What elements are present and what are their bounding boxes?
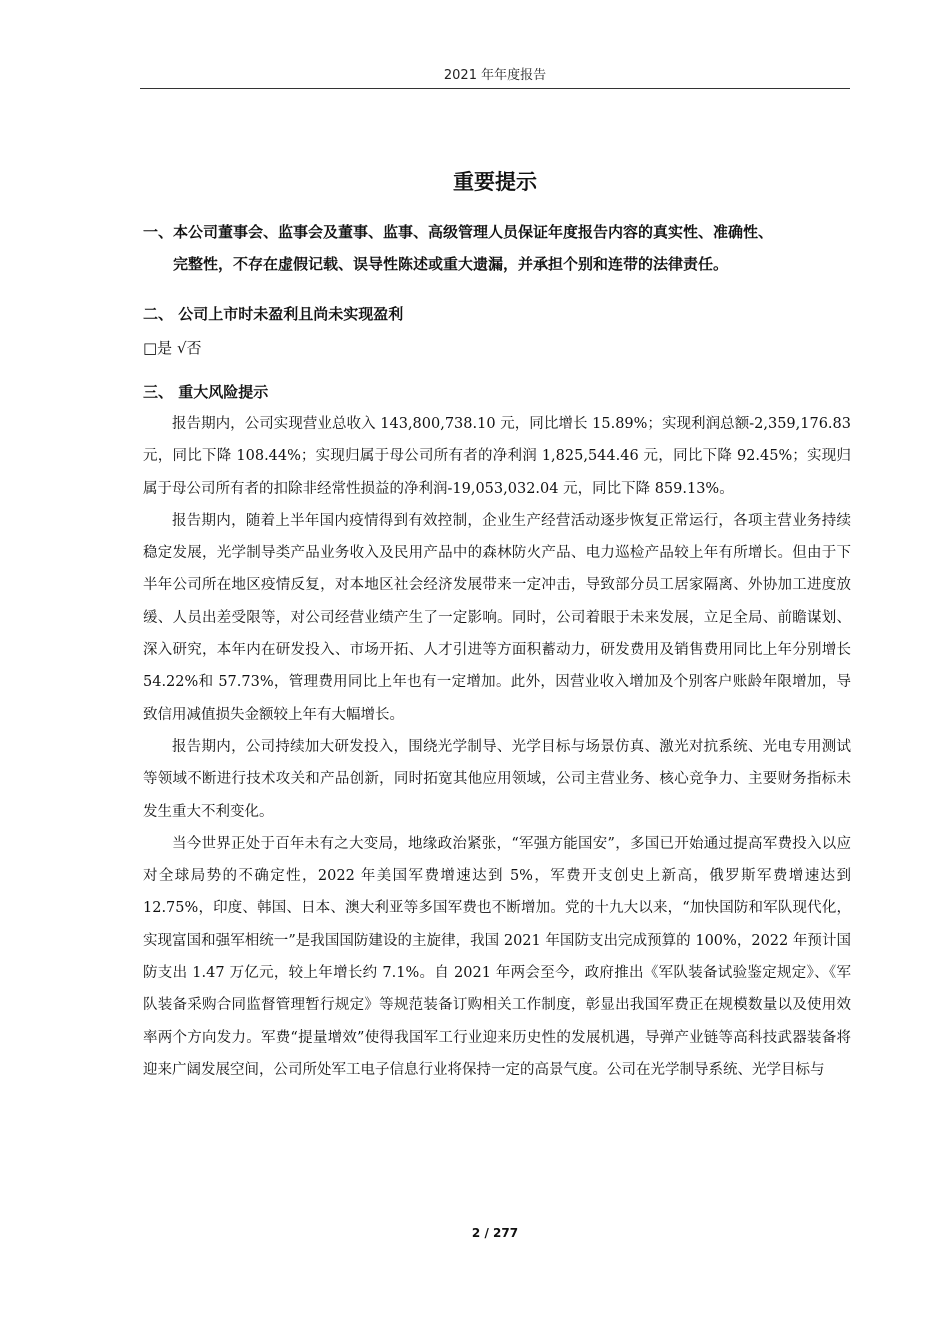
paragraph: 报告期内，随着上半年国内疫情得到有效控制，企业生产经营活动逐步恢复正常运行，各项主营业务持续稳定发展，光学制导类产品业务收入及民用产品中的森林防火产品、电力巡检产品较上年有所增长。但由于下半年公司所在地区疫情反复，对本地区社会经济发展带来一定冲击，导致部分员工居家隔离、外协加工进度放缓、人员出差受限等，对公司经营业绩产生了一定影响。同时，公司着眼于未来发展，立足全局、前瞻谋划、深入研究，本年内在研发投入、市场开拓、人才引进等方面积蓄动力，研发费用及销售费用同比上年分别增长 54.22%和 57.73%，管理费用同比上年也有一定增加。此外，因营业收入增加及个别客户账龄年限增加，导致信用减值损失金额较上年有大幅增长。 xyxy=(143,512,851,723)
section-1 xyxy=(143,216,855,280)
section-3-heading: 三、 重大风险提示 xyxy=(143,383,269,401)
section-2-heading: 二、 公司上市时未盈利且尚未实现盈利 xyxy=(143,305,404,323)
page-number: 2 / 277 xyxy=(471,1226,519,1240)
page-header: 2021 年年度报告 xyxy=(443,68,547,83)
paragraph: 报告期内，公司实现营业总收入 143,800,738.10 元，同比增长 15.89%；实现利润总额-2,359,176.83 元，同比下降 108.44%；实现归属于母公司所有者的净利润 1,825,544.46 元，同比下降 92.45%；实现归属于母公司所有者的扣除非经常性损益的净利润-19,053,032.04 元，同比下降 859.13%。 xyxy=(143,416,851,497)
page-title: 重要提示 xyxy=(453,170,537,194)
risk-body xyxy=(143,408,851,1086)
section-1-line-2: 完整性，不存在虚假记载、误导性陈述或重大遗漏，并承担个别和连带的法律责任。 xyxy=(173,255,729,273)
section-1-line-1: 一、本公司董事会、监事会及董事、监事、高级管理人员保证年度报告内容的真实性、准确性、 xyxy=(143,223,774,241)
paragraph: 报告期内，公司持续加大研发投入，围绕光学制导、光学目标与场景仿真、激光对抗系统、光电专用测试等领域不断进行技术攻关和产品创新，同时拓宽其他应用领域，公司主营业务、核心竞争力、主要财务指标未发生重大不利变化。 xyxy=(143,738,851,820)
profit-choice: □是 √否 xyxy=(143,339,202,357)
header-divider xyxy=(140,88,850,89)
paragraph: 当今世界正处于百年未有之大变局，地缘政治紧张，“军强方能国安”，多国已开始通过提高军费投入以应对全球局势的不确定性，2022 年美国军费增速达到 5%，军费开支创史上新高，俄罗斯军费增速达到 12.75%，印度、韩国、日本、澳大利亚等多国军费也不断增加。党的十九大以来，“加快国防和军队现代化，实现富国和强军相统一”是我国国防建设的主旋律，我国 2021 年国防支出完成预算的 100%，2022 年预计国防支出 1.47 万亿元，较上年增长约 7.1%。自 2021 年两会至今，政府推出《军队装备试验鉴定规定》、《军队装备采购合同监督管理暂行规定》等规范装备订购相关工作制度，彰显出我国军费正在规模数量以及使用效率两个方向发力。军费“提量增效”使得我国军工行业迎来历史性的发展机遇，导弹产业链等高科技武器装备将迎来广阔发展空间，公司所处军工电子信息行业将保持一定的高景气度。公司在光学制导系统、光学目标与 xyxy=(143,835,851,1078)
